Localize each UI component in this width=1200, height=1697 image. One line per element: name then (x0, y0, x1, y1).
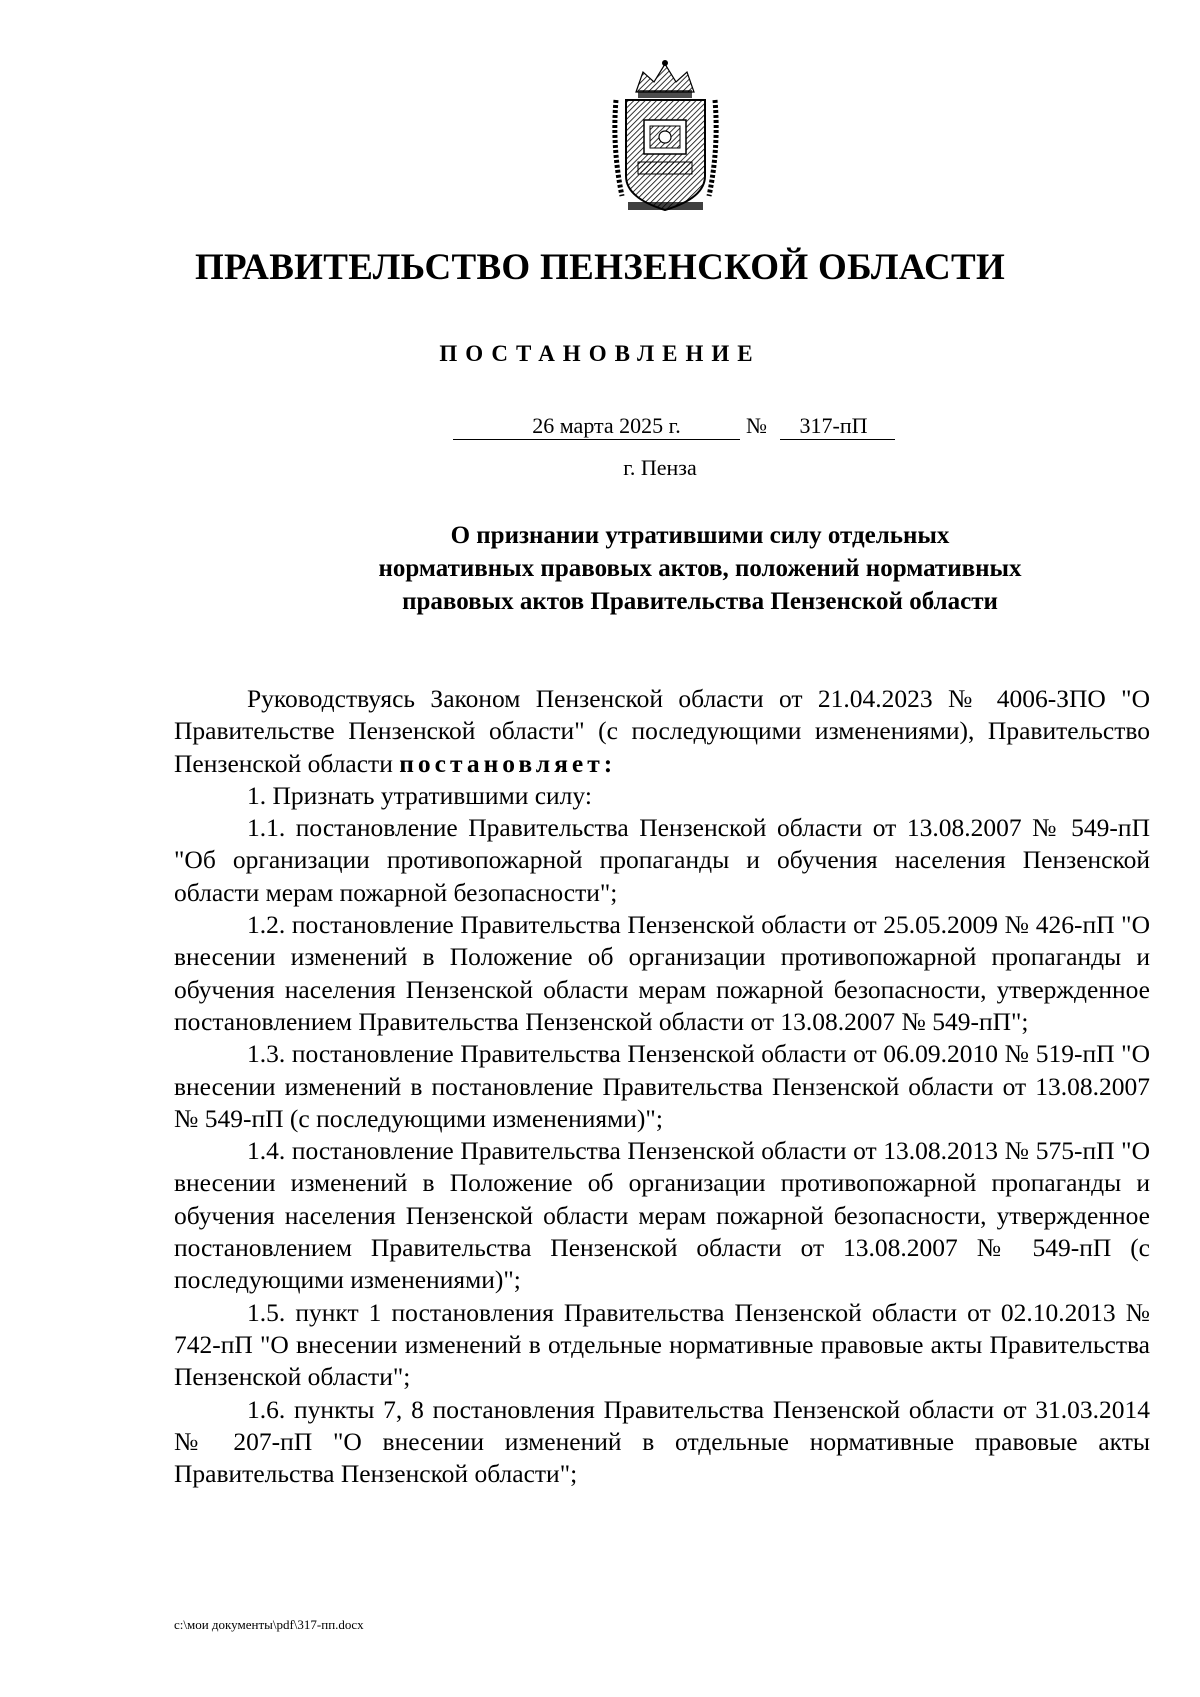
subject-line-1: О признании утратившими силу отдельных (450, 522, 950, 549)
preamble-text: Руководствуясь Законом Пензенской области от 21.04.2023 № 4006-ЗПО "О Правительстве Пензенской области" (с последующими изменениями), Правительство Пензенской области (174, 684, 1150, 778)
item-1-4: 1.4. постановление Правительства Пензенской области от 13.08.2013 № 575-пП "О внесении изменений в Положение об организации противопожарной пропаганды и обучения населения Пензенской области мерам пожарной безопасности, утвержденное постановлением Правительства Пензенской области от 13.08.2007 № 549-пП (с последующими изменениями)"; (174, 1136, 1150, 1295)
item-1-6: 1.6. пункты 7, 8 постановления Правительства Пензенской области от 31.03.2014 № 207-пП "О внесении изменений в отдельные нормативные правовые акты Правительства Пензенской области"; (174, 1394, 1150, 1489)
item-1: 1. Признать утратившими силу: (247, 780, 592, 810)
city: г. Пенза (623, 455, 697, 480)
document-body (174, 683, 1150, 1490)
file-path-footer: c:\мои документы\pdf\317-пп.docx (174, 1617, 364, 1632)
penza-region-coat-of-arms-icon (608, 58, 723, 215)
subject-line-3: правовых актов Правительства Пензенской области (402, 588, 998, 615)
preamble-verb: постановляет: (399, 748, 617, 778)
document-subject (300, 519, 1100, 618)
item-1-2: 1.2. постановление Правительства Пензенской области от 25.05.2009 № 426-пП "О внесении изменений в Положение об организации противопожарной пропаганды и обучения населения Пензенской области мерам пожарной безопасности, утвержденное постановлением Правительства Пензенской области от 13.08.2007 № 549-пП"; (174, 910, 1150, 1036)
number-sign: № (746, 413, 767, 438)
document-date: 26 марта 2025 г. (453, 413, 740, 440)
item-1-3: 1.3. постановление Правительства Пензенской области от 06.09.2010 № 519-пП "О внесении изменений в постановление Правительства Пензенской области от 13.08.2007 № 549-пП (с последующими изменениями)"; (174, 1039, 1150, 1133)
organization-title: ПРАВИТЕЛЬСТВО ПЕНЗЕНСКОЙ ОБЛАСТИ (194, 247, 1006, 288)
document-number: 317-пП (780, 413, 895, 440)
subject-line-2: нормативных правовых актов, положений нормативных (378, 555, 1022, 582)
item-1-5: 1.5. пункт 1 постановления Правительства Пензенской области от 02.10.2013 № 742-пП "О внесении изменений в отдельные нормативные правовые акты Правительства Пензенской области"; (174, 1297, 1150, 1392)
document-type: ПОСТАНОВЛЕНИЕ (439, 341, 761, 366)
preamble-paragraph (174, 683, 1150, 780)
item-1-1: 1.1. постановление Правительства Пензенской области от 13.08.2007 № 549-пП "Об организации противопожарной пропаганды и обучения населения Пензенской области мерам пожарной безопасности"; (174, 813, 1150, 907)
date-number-line (453, 413, 903, 447)
